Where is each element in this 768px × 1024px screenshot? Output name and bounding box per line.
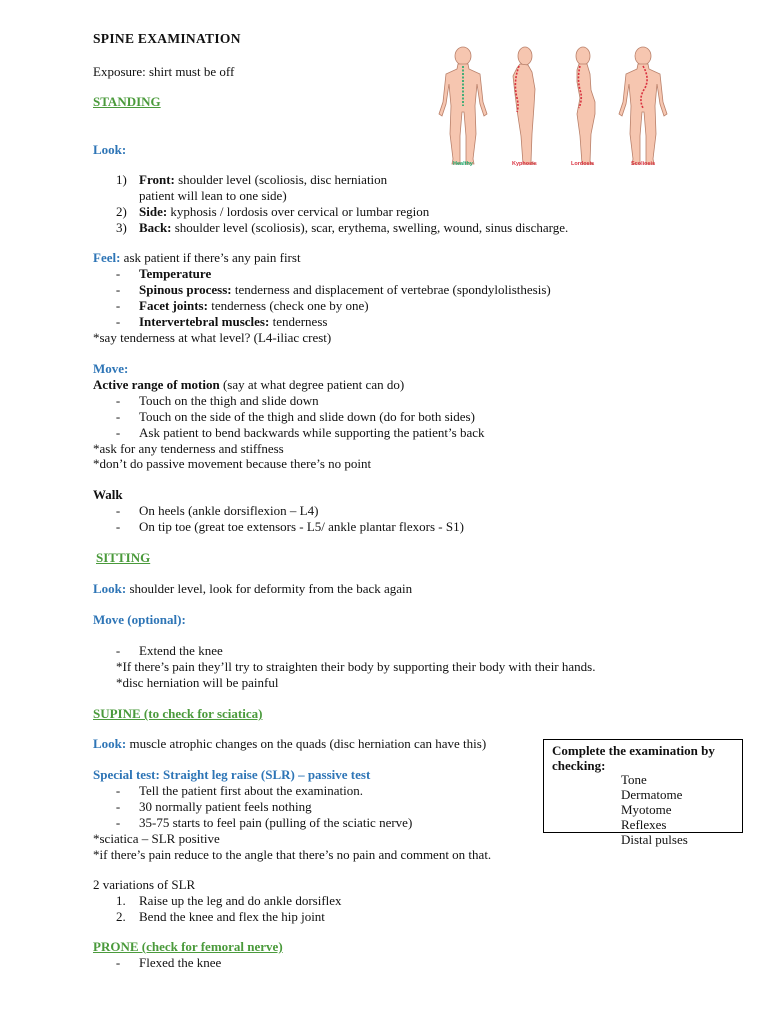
lordosis-figure [576,47,595,164]
bullet-dash: - [115,314,121,329]
walk-label: Walk [93,487,123,502]
figure-label-lordosis: Lordosis [571,161,595,167]
look-item-3-text: shoulder level (scoliosis), scar, erythema, swelling, wound, sinus discharge. [171,220,569,235]
healthy-figure [439,47,487,164]
feel-item-4 [139,314,327,330]
bullet-dash: - [115,409,121,424]
bullet-dash: - [115,503,121,518]
sitting-look-label: Look: [93,581,127,596]
bullet-dash: - [115,519,121,534]
bullet-dash: - [115,298,121,313]
prone-item-1: Flexed the knee [139,955,222,970]
variation-2: Bend the knee and flex the hip joint [139,909,325,924]
feel-item-1 [139,266,211,282]
standing-heading: STANDING [93,94,161,109]
figure-label-kyphosis: Kyphosis [512,161,537,167]
sitting-note-2: *disc herniation will be painful [116,675,279,690]
checklist-item: Distal pulses [621,832,688,847]
checklist-box [543,739,743,847]
slr-note-2: *if there’s pain reduce to the angle that there’s no pain and comment on that. [93,847,492,862]
supine-look-text: muscle atrophic changes on the quads (disc herniation can have this) [126,736,487,751]
look-item-2-num: 2) [116,204,127,219]
feel-item-4-bold: Intervertebral muscles: [139,314,270,329]
feel-note: *say tenderness at what level? (L4-iliac crest) [93,330,332,345]
prone-heading: PRONE (check for femoral nerve) [93,939,283,954]
walk-item-1: On heels (ankle dorsiflexion – L4) [139,503,319,518]
standing-look-label: Look: [93,142,127,157]
move-item-2: Touch on the side of the thigh and slide down (do for both sides) [139,409,475,424]
checklist-item: Dermatome [621,787,683,802]
spine-posture-figure [438,44,678,174]
special-test-label: Special test: Straight leg raise (SLR) – passive test [93,767,371,782]
feel-item-1-bold: Temperature [139,266,212,281]
bullet-dash: - [115,955,121,970]
look-item-1-bold: Front: [139,172,175,187]
look-item-1-text: shoulder level (scoliosis, disc herniation [174,172,388,187]
look-item-1-num: 1) [116,172,127,187]
kyphosis-figure [513,47,535,164]
bullet-dash: - [115,783,121,798]
feel-item-2-text: tenderness and displacement of vertebrae (spondylolisthesis) [231,282,551,297]
bullet-dash: - [115,266,121,281]
look-item-3 [139,220,568,236]
scoliosis-figure [619,47,667,164]
supine-heading: SUPINE (to check for sciatica) [93,706,263,721]
spine-figures-svg [438,44,678,174]
move-label: Move: [93,361,129,376]
exposure-text: Exposure: shirt must be off [93,64,235,79]
look-item-2-text: kyphosis / lordosis over cervical or lumbar region [167,204,430,219]
move-item-3: Ask patient to bend backwards while supporting the patient’s back [139,425,485,440]
feel-item-2-bold: Spinous process: [139,282,232,297]
bullet-dash: - [115,815,121,830]
slr-item-3: 35-75 starts to feel pain (pulling of the sciatic nerve) [139,815,413,830]
move-note-1: *ask for any tenderness and stiffness [93,441,284,456]
look-item-3-num: 3) [116,220,127,235]
bullet-dash: - [115,393,121,408]
move-item-1: Touch on the thigh and slide down [139,393,319,408]
arom-bold: Active range of motion [93,377,220,392]
look-item-2 [139,204,429,220]
variation-1: Raise up the leg and do ankle dorsiflex [139,893,342,908]
look-item-1 [139,172,387,188]
arom-line [93,377,404,393]
supine-look-line [93,736,486,752]
variation-1-num: 1. [116,893,126,908]
checklist-item: Myotome [621,802,672,817]
sitting-heading: SITTING [96,550,151,565]
feel-item-3 [139,298,369,314]
slr-item-2: 30 normally patient feels nothing [139,799,312,814]
sitting-look-text: shoulder level, look for deformity from the back again [126,581,413,596]
feel-line [93,250,301,266]
bullet-dash: - [115,643,121,658]
arom-text: (say at what degree patient can do) [219,377,405,392]
sitting-move-label: Move (optional): [93,612,186,627]
sitting-item-1: Extend the knee [139,643,223,658]
look-item-3-bold: Back: [139,220,172,235]
checklist-title: Complete the examination by checking: [552,743,715,773]
feel-item-2 [139,282,551,298]
sitting-note-1: *If there’s pain they’ll try to straighten their body by supporting their body with their hands. [116,659,596,674]
bullet-dash: - [115,282,121,297]
look-item-2-bold: Side: [139,204,168,219]
variation-2-num: 2. [116,909,126,924]
bullet-dash: - [115,799,121,814]
checklist-item: Tone [621,772,647,787]
supine-look-label: Look: [93,736,127,751]
feel-item-3-bold: Facet joints: [139,298,208,313]
walk-item-2: On tip toe (great toe extensors - L5/ ankle plantar flexors - S1) [139,519,464,534]
move-note-2: *don’t do passive movement because there’s no point [93,456,372,471]
look-item-1-continuation: patient will lean to one side) [139,188,287,203]
checklist-item: Reflexes [621,817,667,832]
slr-item-1: Tell the patient first about the examination. [139,783,363,798]
feel-item-3-text: tenderness (check one by one) [207,298,369,313]
slr-note-1: *sciatica – SLR positive [93,831,220,846]
variations-title: 2 variations of SLR [93,877,196,892]
figure-label-scoliosis: Scoliosis [631,161,656,167]
bullet-dash: - [115,425,121,440]
sitting-look-line [93,581,412,597]
feel-text: ask patient if there’s any pain first [120,250,301,265]
figure-label-healthy: Healthy [453,161,473,167]
page-title: SPINE EXAMINATION [93,31,241,46]
feel-label: Feel: [93,250,121,265]
feel-item-4-text: tenderness [269,314,328,329]
